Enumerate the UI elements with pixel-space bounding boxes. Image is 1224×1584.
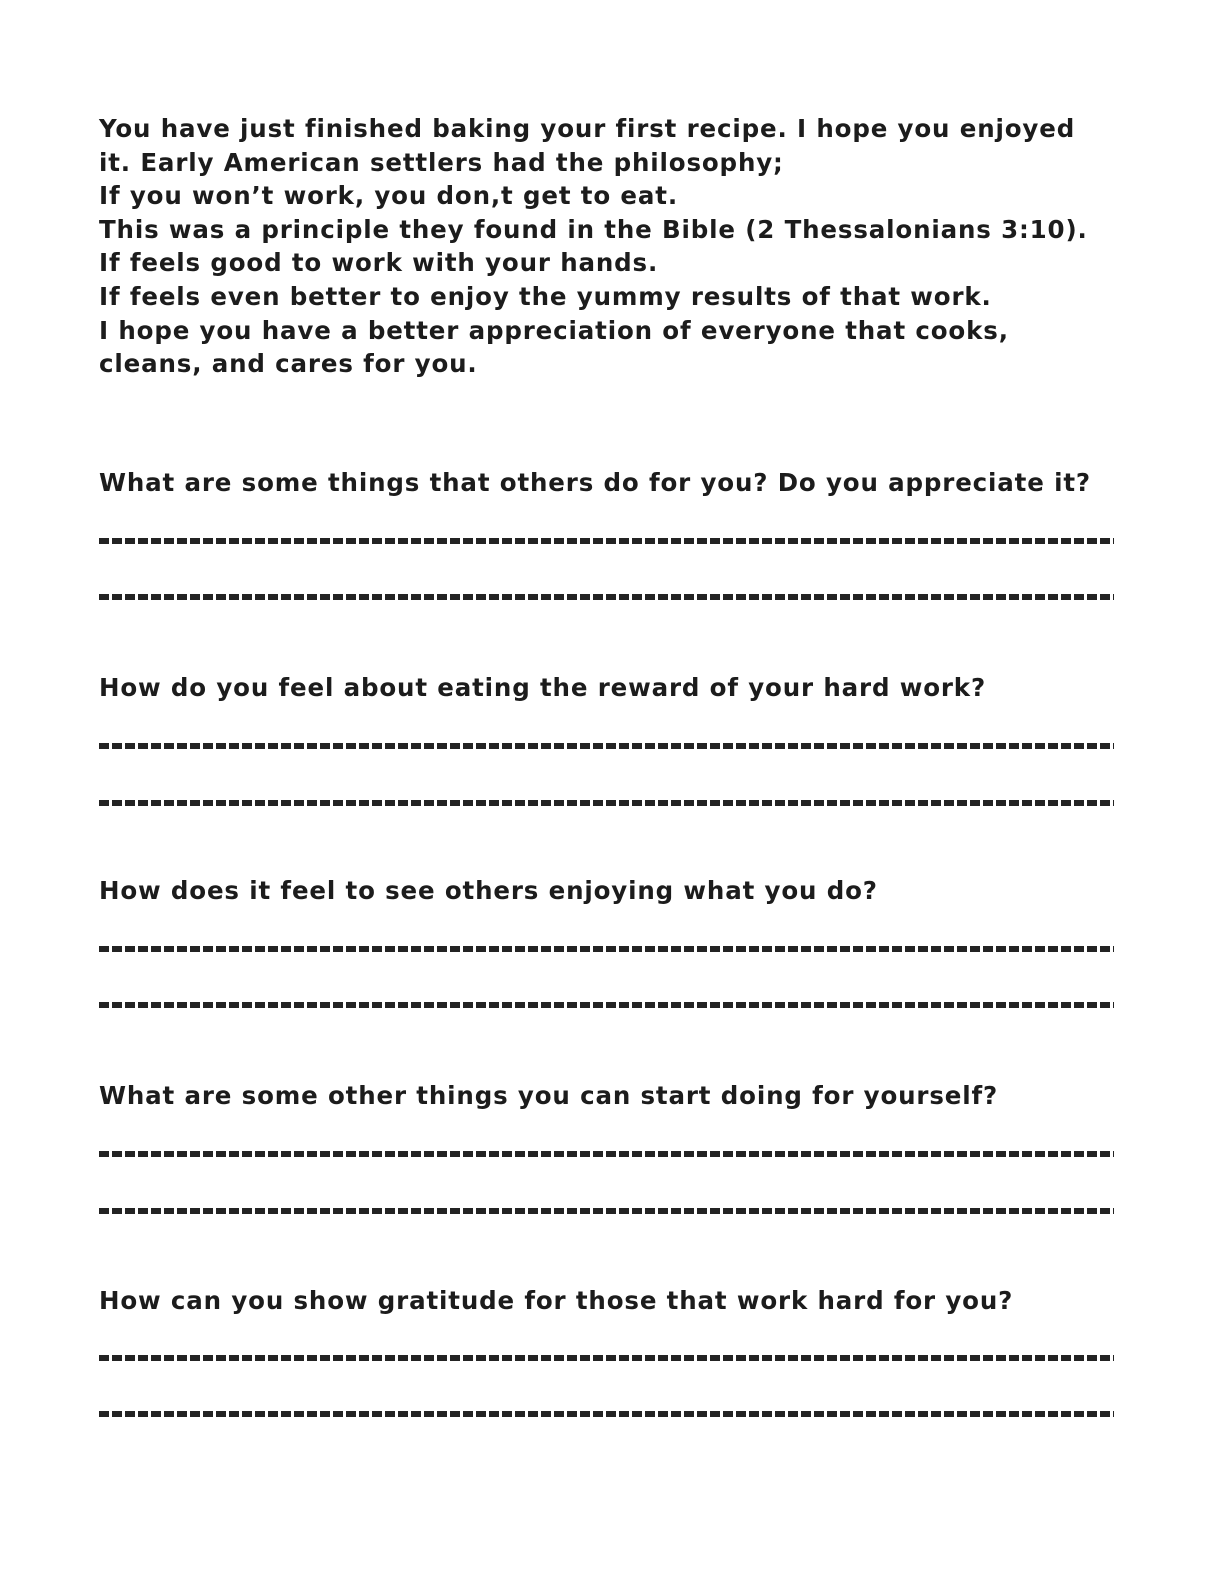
answer-line-4b[interactable] xyxy=(99,1208,1114,1214)
question-section-5 xyxy=(99,1286,1129,1316)
question-text-4: What are some other things you can start doing for yourself? xyxy=(99,1081,999,1110)
intro-line-6: If feels even better to enjoy the yummy results of that work. xyxy=(99,281,992,311)
intro-line-1: You have just finished baking your first recipe. I hope you enjoyed xyxy=(99,114,1076,143)
intro-line-5: If feels good to work with your hands. xyxy=(99,248,659,278)
answer-line-3b[interactable] xyxy=(99,1002,1114,1008)
answer-line-1b[interactable] xyxy=(99,594,1114,600)
answer-line-2b[interactable] xyxy=(99,800,1114,806)
answer-line-3a[interactable] xyxy=(99,946,1114,952)
question-text-5: How can you show gratitude for those that work hard for you? xyxy=(99,1286,1014,1315)
answer-line-5a[interactable] xyxy=(99,1355,1114,1361)
intro-line-4: This was a principle they found in the Bible (2 Thessalonians 3:10). xyxy=(99,214,1088,244)
question-section-2 xyxy=(99,673,1129,703)
answer-line-4a[interactable] xyxy=(99,1151,1114,1157)
question-text-1: What are some things that others do for you? Do you appreciate it? xyxy=(99,468,1091,497)
answer-line-2a[interactable] xyxy=(99,743,1114,749)
question-section-1 xyxy=(99,468,1129,498)
question-text-3: How does it feel to see others enjoying what you do? xyxy=(99,876,878,905)
intro-line-3: If you won’t work, you don,t get to eat. xyxy=(99,181,678,211)
intro-line-8: cleans, and cares for you. xyxy=(99,349,478,379)
question-section-3 xyxy=(99,876,1129,906)
intro-paragraph xyxy=(99,112,1129,381)
intro-line-2: it. Early American settlers had the philosophy; xyxy=(99,147,784,177)
answer-line-5b[interactable] xyxy=(99,1411,1114,1417)
answer-line-1a[interactable] xyxy=(99,538,1114,544)
intro-line-7: I hope you have a better appreciation of everyone that cooks, xyxy=(99,315,1009,345)
question-section-4 xyxy=(99,1081,1129,1111)
question-text-2: How do you feel about eating the reward of your hard work? xyxy=(99,673,987,702)
